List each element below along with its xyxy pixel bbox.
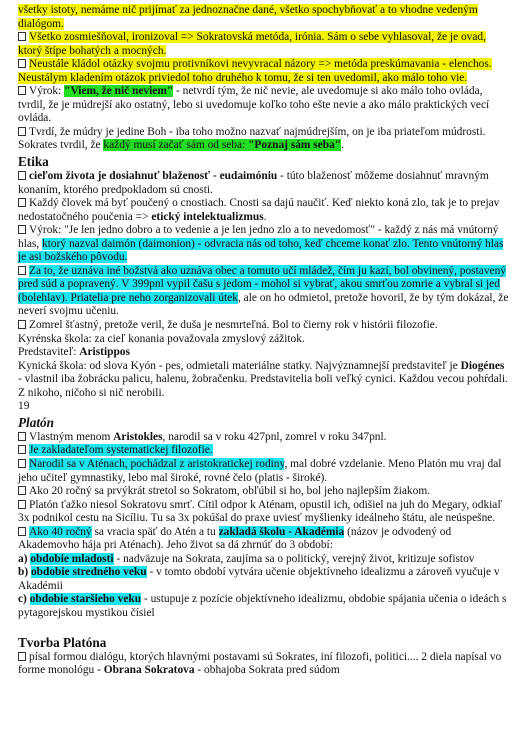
- bullet-boh: [18, 126, 509, 153]
- bullet-box-icon: [18, 266, 26, 275]
- text: , ale on ho odmietol, pretože hovoril, že by tým dokázal, že neverí svojmu učeniu.: [18, 291, 509, 318]
- text: Kynická škola: od slova Kyón - pes, odmietali materiálne statky. Najvýznamnejší predstaviteľ je: [18, 359, 461, 372]
- heading-tvorba: Tvorba Platóna: [18, 634, 107, 650]
- bullet-box-icon: [18, 320, 26, 329]
- bullet-smrt: [18, 499, 509, 526]
- text: - ustupuje z pozície objektívneho idealizmu, obdobie spájania učenia o ideách s pytagorejskou mystikou čísiel: [18, 593, 507, 619]
- text: písal formou dialógu, ktorých hlavnými postavami sú Sokrates, iní filozofi, politici.... 2 diela napísal vo forme monológu -: [18, 650, 502, 677]
- highlight-text: každý musí začať sám od seba:: [103, 139, 249, 152]
- text: Vlastným menom: [29, 430, 114, 443]
- bold-text: a): [18, 552, 31, 565]
- bold-text: c): [18, 593, 30, 606]
- highlight-bold-text: obdobie stredného veku: [30, 566, 147, 579]
- bullet-box-icon: [18, 198, 26, 207]
- bullet-box-icon: [18, 86, 26, 95]
- text: .: [263, 210, 267, 223]
- text: - obhajoba Sokrata pred súdom: [194, 664, 340, 677]
- bullet-daimon: [18, 224, 509, 265]
- text: Tvrdí, že múdry je jedine Boh - iba toho možno nazvať najmúdrejším, on je iba priateľom múdrosti. Sokrates tvrdil, že: [18, 125, 486, 152]
- bullet-akademia: [18, 526, 509, 553]
- line-predstavitel: [18, 346, 509, 360]
- quote-highlight: "Viem, že nič neviem": [64, 85, 174, 98]
- bullet-box-icon: [18, 32, 26, 41]
- bold-text: b): [18, 566, 31, 579]
- bold-text: etický intelektualizmus: [151, 210, 264, 223]
- text: - netvrdí tým, že nič nevie, ale uvedomuje si ako málo toho ovláda, tvrdil, že je múdrejší ako ostatný, lebo si uvedomuje koľko toho ešte nevie a ako málo praktických vecí ovláda.: [18, 85, 490, 125]
- highlight-bold-text: obdobie mladosti: [30, 552, 114, 565]
- spacer: [18, 621, 509, 634]
- period-youth: [18, 553, 509, 567]
- bullet-box-icon: [18, 500, 26, 509]
- text: Predstaviteľ:: [18, 346, 80, 359]
- text: - v tomto období vytvára učenie objektívneho idealizmu a zároveň vyučuje v Akadémii: [18, 566, 500, 592]
- highlight-text: Je zakladateľom systematickej filozofie.: [29, 444, 213, 457]
- highlight-bold-text: zakladá školu - Akadémia: [218, 525, 345, 538]
- highlight-text: ktorý nazval daimón (daimonion) - odvracia nás od toho, keď chceme konať zlo. Tento vnútorný hlas je asi božského pôvodu.: [18, 237, 504, 264]
- bullet-box-icon: [18, 127, 26, 136]
- period-older: [18, 593, 509, 620]
- paragraph-intro: [18, 4, 509, 31]
- highlight-text: Ako 40 ročný: [29, 525, 92, 538]
- highlight-text: Všetko zosmiešňoval, ironizoval => Sokratovská metóda, irónia. Sám o sebe vyhlasoval, že je ovad, ktorý štípe bohatých a mocných.: [18, 31, 486, 57]
- bullet-box-icon: [18, 527, 26, 536]
- line-kynicka: [18, 360, 509, 401]
- text: - túto blaženosť môžeme dosiahnuť mravným konaním, ktorého predpokladom sú cnosti.: [18, 170, 489, 196]
- bold-text: Aristokles: [113, 430, 163, 443]
- highlight-bold-text: obdobie staršieho veku: [29, 593, 142, 606]
- bullet-box-icon: [18, 59, 26, 68]
- bullet-sokrates: [18, 485, 509, 499]
- bullet-blazenost: [18, 170, 509, 197]
- bullet-box-icon: [18, 225, 26, 234]
- highlight-text: všetky istoty, nemáme nič prijímať za jednoznačne dané, všetko spochybňovať a to vhodne vedeným dialógom.: [18, 4, 478, 30]
- bullet-box-icon: [18, 459, 26, 468]
- bullet-tvorba: [18, 651, 509, 678]
- bold-text: cieľom života je dosiahnuť blaženosť - eudaimóniu: [29, 170, 278, 183]
- text: Výrok:: [29, 85, 65, 98]
- text: , narodil sa v roku 427pnl, zomrel v roku 347pnl.: [162, 430, 387, 443]
- text: Zomrel šťastný, pretože veril, že duša je nesmrteľná. Bol to čierny rok v histórii filozofie.: [29, 319, 438, 332]
- text: sa vracia späť do Atén a tu: [91, 525, 219, 538]
- line-kyrenska: Kyrénska škola: za cieľ konania považovala zmyslový zážitok.: [18, 332, 305, 345]
- text: - nadväzuje na Sokrata, zaujíma sa o politický, verejný život, kritizuje sofistov: [113, 552, 475, 565]
- text: Každý človek má byť poučený o cnostiach. Cnosti sa dajú naučiť. Keď niekto koná zlo, tak je to prejav nedostatočného poučenia =>: [18, 197, 500, 223]
- bullet-elenchos: [18, 58, 509, 85]
- text: , mal dobré vzdelanie. Meno Platón mu vraj dal jeho učiteľ gymnastiky, lebo mal široké, rovné čelo (platis - široké).: [18, 457, 502, 484]
- highlight-text: Narodil sa v Aténach, pochádzal z aristokratickej rodiny: [29, 457, 285, 470]
- bullet-obvineny: [18, 265, 509, 319]
- bullet-box-icon: [18, 652, 26, 661]
- bullet-viem: [18, 85, 509, 126]
- text: Platón ťažko niesol Sokratovu smrť. Cítil odpor k Aténam, opustil ich, odišiel na juh do Megary, odkiaľ 3x podnikol cestu na Sicíliu. Tu sa 3x pokúšal do praxe uviesť myšlienky ideálneho štátu, ale neúspešne.: [18, 498, 502, 525]
- bold-text: Aristippos: [79, 346, 130, 359]
- bullet-box-icon: [18, 171, 26, 180]
- page-number: 19: [18, 400, 30, 413]
- heading-etika: Etika: [18, 154, 49, 170]
- heading-platon: Platón: [18, 414, 54, 430]
- bold-text: Diogénes: [460, 359, 505, 372]
- bullet-narodil: [18, 458, 509, 485]
- text: Ako 20 ročný sa prvýkrát stretol so Sokratom, obľúbil si ho, bol jeho najlepším žiakom.: [29, 485, 431, 498]
- quote-highlight: "Poznaj sám seba": [248, 139, 342, 152]
- bullet-aristokles: [18, 431, 509, 445]
- bold-text: Obrana Sokratova: [103, 664, 195, 677]
- bullet-irony: [18, 31, 509, 58]
- bullet-box-icon: [18, 445, 26, 454]
- text: .: [341, 139, 344, 152]
- text: Výrok: "Je len jedno dobro a to vedenie a je len jedno zlo a to nevedomosť" - každý z nás má vnútorný hlas,: [18, 224, 499, 250]
- bullet-zakladatel: [18, 444, 509, 458]
- bullet-zomrel: [18, 319, 509, 333]
- highlight-text: Za to, že uznáva iné božstvá ako uznáva obec a tomuto učí mládež, čím ju kazí, bol obvinený, postavený pred súd a popravený. V 399pnl vypil čašu s jedom - mohol si vybrať, akou smrťou zomrie a vybral si jed (bolehlav). Priatelia pre neho zorganizovali útek: [18, 264, 506, 304]
- bullet-cnosti: [18, 197, 509, 224]
- period-middle: [18, 566, 509, 593]
- bullet-box-icon: [18, 432, 26, 441]
- highlight-text: Neustále kládol otázky svojmu protivníkovi nevyvracal názory => metóda preskúmavania - elenchos. Neustálym kladením otázok priviedol toho druhého k tomu, že si ten uvedomil, ako málo toho vie.: [18, 58, 492, 84]
- text: - vlastnil iba žobrácku palicu, halenu, žobračenku. Predstavitelia boli veľký cynici. Každou vecou pohŕdali. Z nikoho, ničoho si nič nerobili.: [18, 373, 508, 399]
- bullet-box-icon: [18, 486, 26, 495]
- text: (názov je odvodený od Akademovho hája pri Aténach). Jeho život sa dá zhrnúť do 3 období:: [18, 525, 452, 552]
